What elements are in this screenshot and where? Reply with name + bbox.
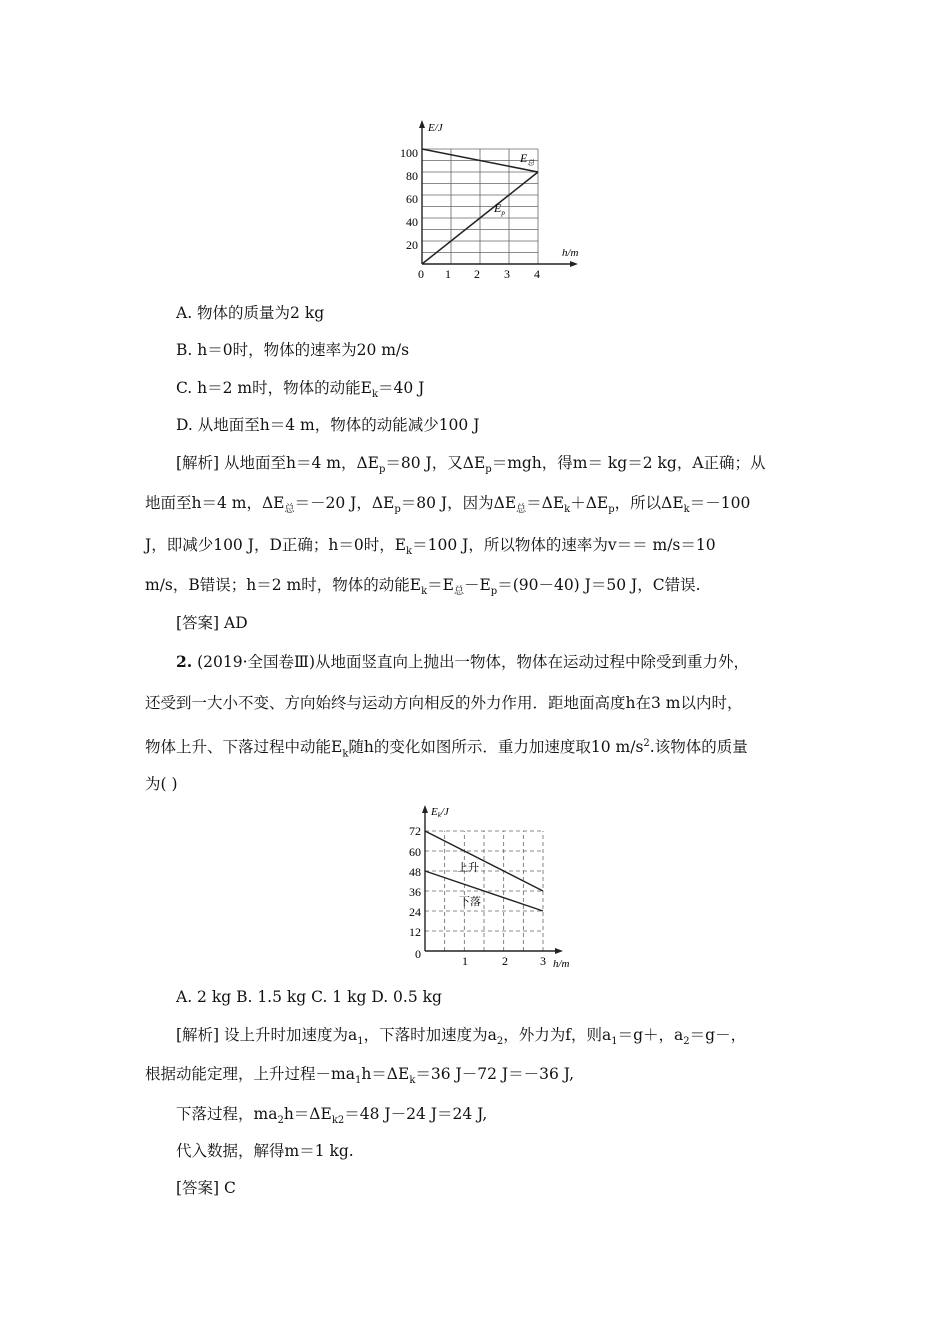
chart2-axes [422, 805, 563, 954]
question-stem: 2. (2019·全国卷Ⅲ)从地面竖直向上抛出一物体，物体在运动过程中除受到重力外， [176, 652, 750, 671]
chart1-y-tick-label: 100 [400, 146, 418, 160]
chart2-y-tick-label: 24 [409, 905, 421, 919]
question-stem: 为( ) [145, 775, 178, 793]
chart1-x-tick-labels [418, 267, 540, 281]
chart2-x-tick-label: 1 [462, 954, 468, 968]
chart1-axes [419, 120, 578, 267]
option-b: B. h＝0时，物体的速率为20 m/s [176, 341, 410, 359]
chart1-grid [422, 149, 538, 264]
energy-height-chart [390, 118, 610, 283]
chart1-series-label-e-total: $E_总$ [520, 151, 535, 167]
chart2-x-tick-label: 2 [502, 954, 508, 968]
chart2-x-tick-labels [462, 954, 546, 968]
chart1-x-axis-label: h/m [562, 247, 579, 259]
chart2-y-arrow [422, 805, 428, 813]
option-a: A. 物体的质量为2 kg [176, 304, 325, 322]
analysis-line: [解析] 设上升时加速度为$a_1$，下落时加速度为$a_2$，外力为f，则$a_1=g+$，$a_2=g-$， [176, 1026, 747, 1048]
chart1-series-label-ep: $E_p$ [494, 201, 505, 217]
question-number: 2. [176, 652, 193, 671]
chart2-series-label-falling: 下落 [459, 896, 481, 908]
chart1-y-tick-labels [400, 146, 418, 252]
chart1-y-arrow [419, 120, 425, 128]
analysis-line: J，即减少100 J，D正确；h＝0时，$E_k=100$ J，所以物体的速率为v＝＝ m/s＝10 [145, 536, 716, 558]
option-c: C. h＝2 m时，物体的动能$E_k=40$ J [176, 379, 425, 401]
chart2-x-tick-label: 3 [540, 954, 546, 968]
chart2-y-tick-label: 72 [409, 824, 421, 838]
chart1-y-axis-label: E/J [428, 122, 443, 134]
chart2-y-tick-label: 60 [409, 845, 421, 859]
chart1-x-arrow [570, 261, 578, 267]
analysis-line: [解析] 从地面至h＝4 m，$\Delta E_p=80$ J，又$\Delta E_p=mgh$，得m＝ kg＝2 kg，A正确；从 [176, 454, 766, 476]
chart2-y-tick-labels [409, 824, 421, 961]
chart2-y-tick-label: 0 [415, 947, 421, 961]
question-stem: 物体上升、下落过程中动能$E_k$随h的变化如图所示．重力加速度取10 $m/s^2$.该物体的质量 [145, 738, 748, 760]
analysis-line: 根据动能定理，上升过程$-ma_1h=\Delta E_k=36$ J－72 J＝－36 J, [145, 1065, 575, 1087]
chart1-x-tick-label: 3 [504, 267, 510, 281]
chart2-series-label-rising: 上升 [457, 862, 479, 874]
chart1-x-tick-label: 4 [534, 267, 540, 281]
chart1-x-tick-label: 0 [418, 267, 424, 281]
answer-line: [答案] C [176, 1179, 236, 1197]
option-d: D. 从地面至h＝4 m，物体的动能减少100 J [176, 416, 480, 434]
question-stem: 还受到一大小不变、方向始终与运动方向相反的外力作用．距地面高度h在3 m以内时， [145, 694, 743, 712]
series-line-rising [425, 831, 543, 891]
chart1-x-tick-label: 1 [445, 267, 451, 281]
chart1-y-tick-label: 40 [406, 215, 418, 229]
answer-line: [答案] AD [176, 614, 248, 632]
chart2-y-axis-label: Ek/J [431, 806, 449, 819]
chart2-y-tick-label: 12 [409, 925, 421, 939]
chart1-x-tick-label: 2 [474, 267, 480, 281]
options-line: A. 2 kg B. 1.5 kg C. 1 kg D. 0.5 kg [176, 988, 442, 1006]
analysis-line: 下落过程，$ma_2h=\Delta E_{k2}=48$ J－24 J＝24 J, [176, 1105, 488, 1127]
chart1-y-tick-label: 80 [406, 169, 418, 183]
analysis-line: m/s，B错误；h＝2 m时，物体的动能$E_k=E_总-E_p=(90-40)$ J＝50 J，C错误. [145, 576, 701, 598]
chart2-x-arrow [555, 948, 563, 954]
chart2-x-axis-label: h/m [553, 958, 570, 970]
kinetic-energy-height-chart [395, 803, 595, 971]
analysis-line: 代入数据，解得m＝1 kg. [176, 1142, 354, 1160]
chart1-y-tick-label: 60 [406, 192, 418, 206]
analysis-line: 地面至h＝4 m，$\Delta E_总=-20$ J，$\Delta E_p=80$ J，因为$\Delta E_总=\Delta E_k+\Delta E_p$，所以$\Delta E_k=-100$ [145, 494, 751, 516]
chart2-y-tick-label: 36 [409, 885, 421, 899]
chart1-y-tick-label: 20 [406, 238, 418, 252]
chart2-y-tick-label: 48 [409, 865, 421, 879]
